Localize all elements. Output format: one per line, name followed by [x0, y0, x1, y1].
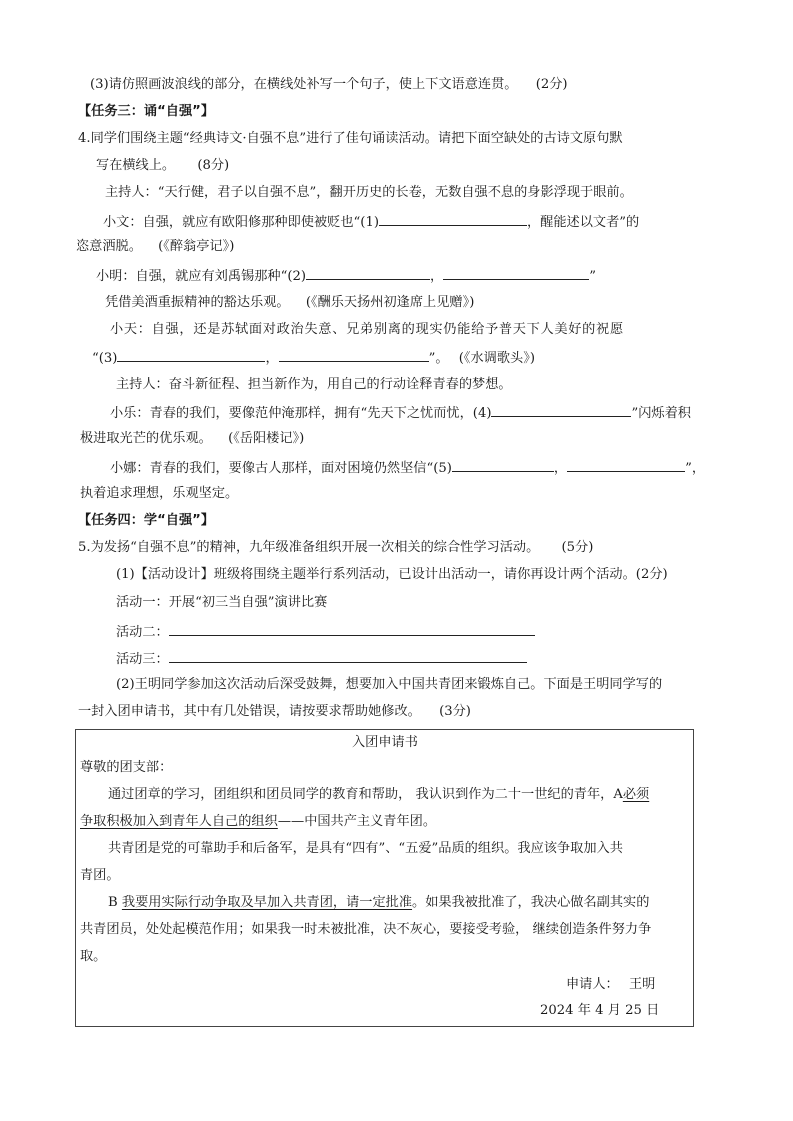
letter-greeting: 尊敬的团支部：	[80, 760, 173, 775]
xiaole-text-a: 小乐：青春的我们，要像范仲淹那样，拥有“先天下之忧而忧，(4)	[110, 406, 492, 421]
q4-score: (8分)	[197, 158, 230, 173]
q5-stem-text: 5.为发扬“自强不息”的精神，九年级准备组织开展一次相关的综合性学习活动。	[78, 540, 540, 555]
q4-xiaoming-line-2	[105, 294, 474, 312]
q4-xiaole-line	[110, 403, 691, 423]
q5-score: (5分)	[561, 540, 594, 555]
blank-5b-answer[interactable]	[567, 458, 685, 472]
blank-4-answer[interactable]	[491, 403, 631, 417]
q4-xiaona-line	[110, 458, 705, 478]
letter-error-a-part-1: 必须	[622, 787, 650, 802]
blank-3b-answer[interactable]	[279, 348, 429, 362]
xiaona-comma: ，	[553, 461, 568, 476]
letter-title: 入团申请书	[352, 735, 418, 750]
xiaowen-text-a: 小文：自强，就应有欧阳修那种即使被贬也“(1)	[103, 215, 379, 230]
xiaole-text-c: 极进取光芒的优乐观。	[80, 431, 212, 446]
q3-score: (2分)	[535, 77, 568, 92]
task4-title: 【任务四：学“自强”】	[78, 513, 215, 528]
blank-1-answer[interactable]	[379, 212, 527, 226]
q5-part-2-text: 一封入团申请书，其中有几处错误，请按要求帮助她修改。	[78, 704, 421, 719]
activity-2-line	[116, 622, 535, 642]
xiaowen-text-b: ，醒能述以文者”的	[526, 215, 640, 230]
xiaotian-comma: ，	[265, 351, 279, 366]
letter-p2-line-2: 青团。	[80, 868, 120, 883]
xiaole-text-b: ”闪烁着积	[631, 406, 691, 421]
letter-error-b-label: B	[108, 895, 118, 910]
q5-part-2-line-2	[78, 703, 471, 721]
q4-stem-2-text: 写在横线上。	[96, 158, 176, 173]
xiaotian-end: ”。	[428, 351, 449, 366]
q5-part-2-score: (3分)	[439, 704, 471, 719]
activity-1: 活动一：开展“初三当自强”演讲比赛	[116, 595, 328, 610]
letter-p1-line-2	[80, 813, 436, 831]
xiaole-source: (《岳阳楼记》)	[228, 431, 305, 446]
task3-title: 【任务三：诵“自强”】	[78, 104, 215, 119]
q4-host-1: 主持人：“天行健，君子以自强不息”，翻开历史的长卷，无数自强不息的身影浮现于眼前。	[105, 185, 633, 200]
q4-xiaotian-line: 小天：自强，还是苏轼面对政治失意、兄弟别离的现实仍能给予普天下人美好的祝愿	[110, 322, 624, 337]
xiaotian-text-b: “(3)	[92, 351, 118, 366]
q4-xiaoming-line	[96, 266, 596, 286]
xiaowen-text-c: 恣意洒脱。	[76, 239, 142, 254]
letter-p1-line-1	[108, 786, 649, 804]
letter-p3-line-1	[108, 894, 649, 912]
blank-2a-answer[interactable]	[306, 266, 430, 280]
blank-2b-answer[interactable]	[443, 266, 589, 280]
letter-p3-line-2: 共青团员，处处起模范作用；如果我一时未被批准，决不灰心，要接受考验， 继续创造条件努力争	[80, 922, 652, 937]
activity-2-label: 活动二：	[116, 625, 169, 640]
blank-3a-answer[interactable]	[117, 348, 265, 362]
xiaona-end: ”，	[685, 461, 706, 476]
xiaowen-source: (《醉翁亭记》)	[158, 239, 235, 254]
q4-host-2: 主持人：奋斗新征程、担当新作为，用自己的行动诠释青春的梦想。	[116, 377, 512, 392]
xiaoming-text-a: 小明：自强，就应有刘禹锡那种“(2)	[96, 269, 307, 284]
letter-p1-text: 通过团章的学习，团组织和团员同学的教育和帮助， 我认识到作为二十一世纪的青年，A	[108, 787, 623, 802]
letter-applicant	[566, 976, 655, 994]
q4-stem-1: 4.同学们围绕主题“经典诗文·自强不息”进行了佳句诵读活动。请把下面空缺处的古诗文原句默	[78, 131, 623, 146]
applicant-name: 王明	[628, 977, 656, 992]
activity-3-line	[116, 649, 527, 669]
q4-xiaowen-line-2	[76, 238, 234, 256]
q4-stem-2	[96, 157, 229, 175]
q5-part-2-line-1: (2)王明同学参加这次活动后深受鼓舞，想要加入中国共青团来锻炼自己。下面是王明同学写的	[116, 677, 663, 692]
q4-xiaowen-line	[103, 212, 639, 232]
xiaotian-source: (《水调歌头》)	[458, 351, 535, 366]
activity-3-label: 活动三：	[116, 652, 169, 667]
q5-stem	[78, 539, 593, 557]
blank-5a-answer[interactable]	[452, 458, 554, 472]
q4-xiaotian-line-2	[92, 348, 535, 368]
xiaoming-source: (《酬乐天扬州初逢席上见赠》)	[305, 295, 475, 310]
q3-text: (3)请仿照画波浪线的部分，在横线处补写一个句子，使上下文语意连贯。	[90, 77, 518, 92]
q5-part-1: (1)【活动设计】班级将围绕主题举行系列活动，已设计出活动一，请你再设计两个活动。(2分)	[116, 567, 668, 582]
q3-line	[90, 76, 568, 94]
activity-2-answer[interactable]	[169, 622, 535, 636]
xiaoming-comma: ，	[430, 269, 444, 284]
letter-p2-line-1: 共青团是党的可靠助手和后备军，是具有“四有”、“五爱”品质的组织。我应该争取加入共	[108, 841, 623, 856]
xiaona-text-a: 小娜：青春的我们，要像古人那样，面对困境仍然坚信“(5)	[110, 461, 452, 476]
activity-3-answer[interactable]	[169, 649, 527, 663]
xiaoming-close-quote: ”	[589, 269, 596, 284]
letter-date: 2024 年 4 月 25 日	[540, 1003, 660, 1018]
letter-error-b: 我要用实际行动争取及早加入共青团，请一定批准	[121, 895, 413, 910]
letter-p3-text: 。如果我被批准了，我决心做名副其实的	[412, 895, 650, 910]
q4-xiaona-line-2: 执着追求理想，乐观坚定。	[80, 486, 239, 501]
letter-p1-end: ——中国共产主义青年团。	[277, 814, 437, 829]
xiaoming-text-b: 凭借美酒重振精神的豁达乐观。	[105, 295, 290, 310]
applicant-label: 申请人：	[566, 977, 619, 992]
letter-p3-line-3: 取。	[80, 949, 107, 964]
letter-error-a-part-2: 争取积极加入到青年人自己的组织	[80, 814, 278, 829]
q4-xiaole-line-2	[80, 430, 304, 448]
